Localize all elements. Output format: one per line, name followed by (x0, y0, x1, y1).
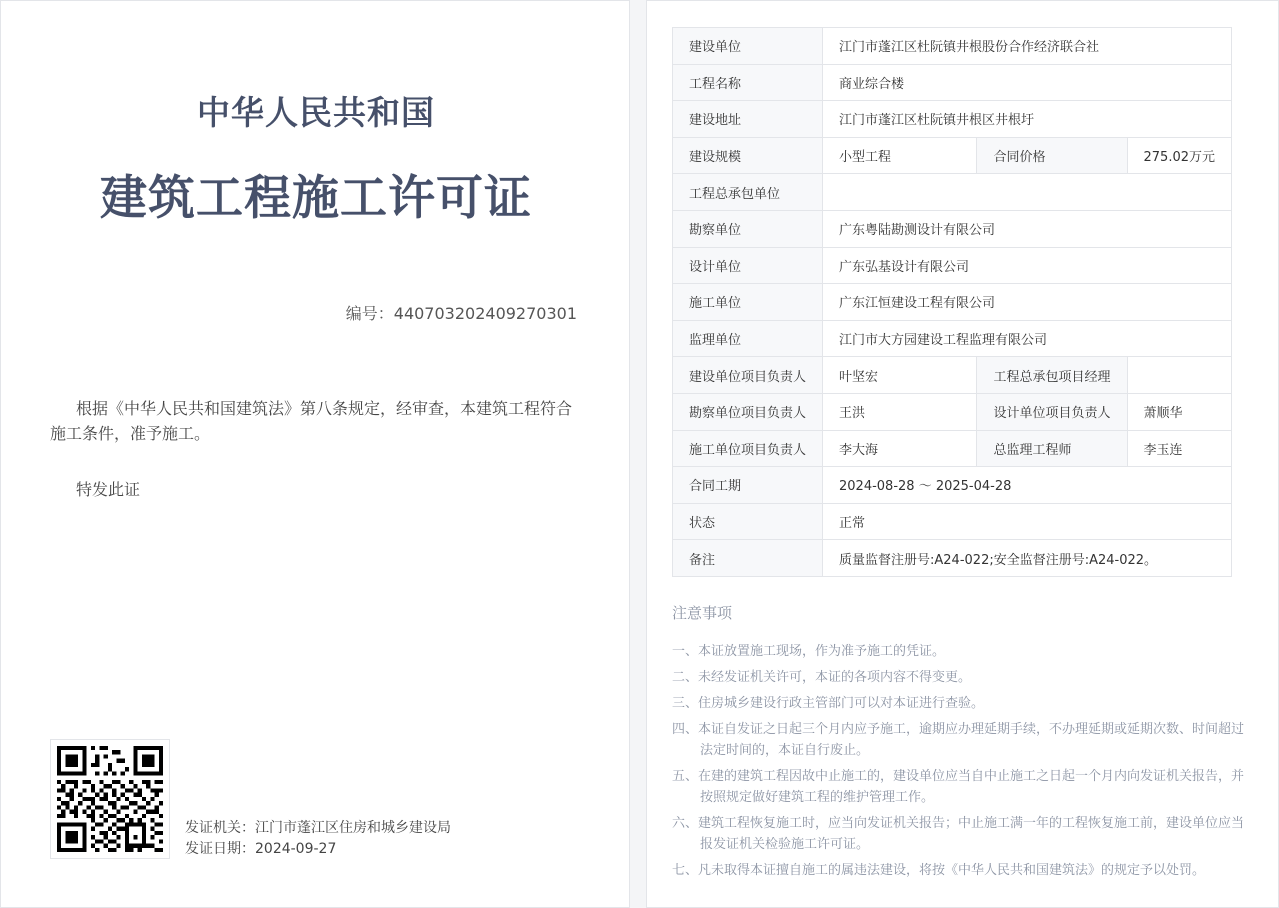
table-row (673, 28, 1232, 65)
certificate-title: 建筑工程施工许可证 (100, 171, 532, 226)
table-row (673, 101, 1232, 138)
project-name-value: 商业综合楼 (823, 64, 1232, 101)
status-label: 状态 (673, 503, 823, 540)
issuer-value: 江门市蓬江区住房和城乡建设局 (255, 820, 451, 836)
contract-period-value: 2024-08-28 ～ 2025-04-28 (823, 467, 1232, 504)
issue-date-line (185, 839, 451, 860)
country-heading: 中华人民共和国 (197, 93, 435, 132)
general-contractor-value (823, 174, 1232, 211)
price-label: 合同价格 (977, 137, 1127, 174)
table-row (673, 430, 1232, 467)
special-issue-text: 特发此证 (76, 480, 141, 499)
supervision-unit-value: 江门市大方园建设工程监理有限公司 (823, 320, 1232, 357)
table-row (673, 174, 1232, 211)
list-item: 七、凡未取得本证擅自施工的属违法建设，将按《中华人民共和国建筑法》的规定予以处罚。 (672, 863, 1206, 878)
remarks-label: 备注 (673, 540, 823, 577)
list-item: 六、建筑工程恢复施工时，应当向发证机关报告；中止施工满一年的工程恢复施工前，建设单位应当报发证机关检验施工许可证。 (672, 816, 1245, 852)
notes-list (672, 641, 1250, 886)
gc-manager-value (1127, 357, 1232, 394)
details-panel (646, 0, 1279, 908)
chief-supervisor-value: 李玉连 (1127, 430, 1232, 467)
qr-code (50, 739, 170, 859)
table-row (673, 64, 1232, 101)
issuer-line (185, 818, 451, 839)
construction-manager-label: 施工单位项目负责人 (673, 430, 823, 467)
list-item: 五、在建的建筑工程因故中止施工的，建设单位应当自中止施工之日起一个月内向发证机关报告，并按照规定做好建筑工程的维护管理工作。 (672, 769, 1245, 805)
design-unit-value: 广东弘基设计有限公司 (823, 247, 1232, 284)
construction-manager-value: 李大海 (823, 430, 977, 467)
status-value: 正常 (823, 503, 1232, 540)
table-row (673, 357, 1232, 394)
address-value: 江门市蓬江区杜阮镇井根区井根圩 (823, 101, 1232, 138)
certificate-number-label: 编号： (345, 304, 394, 323)
list-item: 四、本证自发证之日起三个月内应予施工，逾期应办理延期手续，不办理延期或延期次数、时间超过法定时间的，本证自行废止。 (672, 722, 1245, 758)
table-row (673, 503, 1232, 540)
table-row (673, 247, 1232, 284)
project-name-label: 工程名称 (673, 64, 823, 101)
table-row (673, 467, 1232, 504)
construction-unit-value: 广东江恒建设工程有限公司 (823, 284, 1232, 321)
general-contractor-label: 工程总承包单位 (673, 174, 823, 211)
issue-date-label: 发证日期： (185, 841, 255, 857)
builder-manager-value: 叶坚宏 (823, 357, 977, 394)
builder-value: 江门市蓬江区杜阮镇井根股份合作经济联合社 (823, 28, 1232, 65)
list-item: 二、未经发证机关许可，本证的各项内容不得变更。 (672, 670, 972, 685)
gc-manager-label: 工程总承包项目经理 (977, 357, 1127, 394)
certificate-number-value: 440703202409270301 (393, 304, 577, 323)
table-row (673, 540, 1232, 577)
table-row (673, 284, 1232, 321)
contract-period-label: 合同工期 (673, 467, 823, 504)
scale-label: 建设规模 (673, 137, 823, 174)
builder-label: 建设单位 (673, 28, 823, 65)
certificate-panel (0, 0, 630, 908)
project-info-table (672, 27, 1232, 577)
table-row (673, 320, 1232, 357)
design-manager-value: 萧顺华 (1127, 393, 1232, 430)
issuer-label: 发证机关： (185, 820, 255, 836)
issue-date-value: 2024-09-27 (255, 841, 337, 857)
qr-code-icon (57, 746, 163, 852)
builder-manager-label: 建设单位项目负责人 (673, 357, 823, 394)
approval-statement: 根据《中华人民共和国建筑法》第八条规定，经审查，本建筑工程符合施工条件，准予施工。 (50, 399, 573, 443)
survey-manager-label: 勘察单位项目负责人 (673, 393, 823, 430)
design-manager-label: 设计单位项目负责人 (977, 393, 1127, 430)
survey-unit-value: 广东粤陆勘测设计有限公司 (823, 210, 1232, 247)
price-value: 275.02万元 (1127, 137, 1232, 174)
list-item: 三、住房城乡建设行政主管部门可以对本证进行查验。 (672, 696, 985, 711)
survey-unit-label: 勘察单位 (673, 210, 823, 247)
design-unit-label: 设计单位 (673, 247, 823, 284)
issuer-block (185, 818, 451, 860)
table-row (673, 137, 1232, 174)
address-label: 建设地址 (673, 101, 823, 138)
notes-title: 注意事项 (672, 604, 733, 622)
certificate-number (346, 301, 577, 324)
supervision-unit-label: 监理单位 (673, 320, 823, 357)
table-row (673, 210, 1232, 247)
survey-manager-value: 王洪 (823, 393, 977, 430)
table-row (673, 393, 1232, 430)
remarks-value: 质量监督注册号:A24-022;安全监督注册号:A24-022。 (823, 540, 1232, 577)
chief-supervisor-label: 总监理工程师 (977, 430, 1127, 467)
list-item: 一、本证放置施工现场，作为准予施工的凭证。 (672, 644, 946, 659)
scale-value: 小型工程 (823, 137, 977, 174)
construction-unit-label: 施工单位 (673, 284, 823, 321)
